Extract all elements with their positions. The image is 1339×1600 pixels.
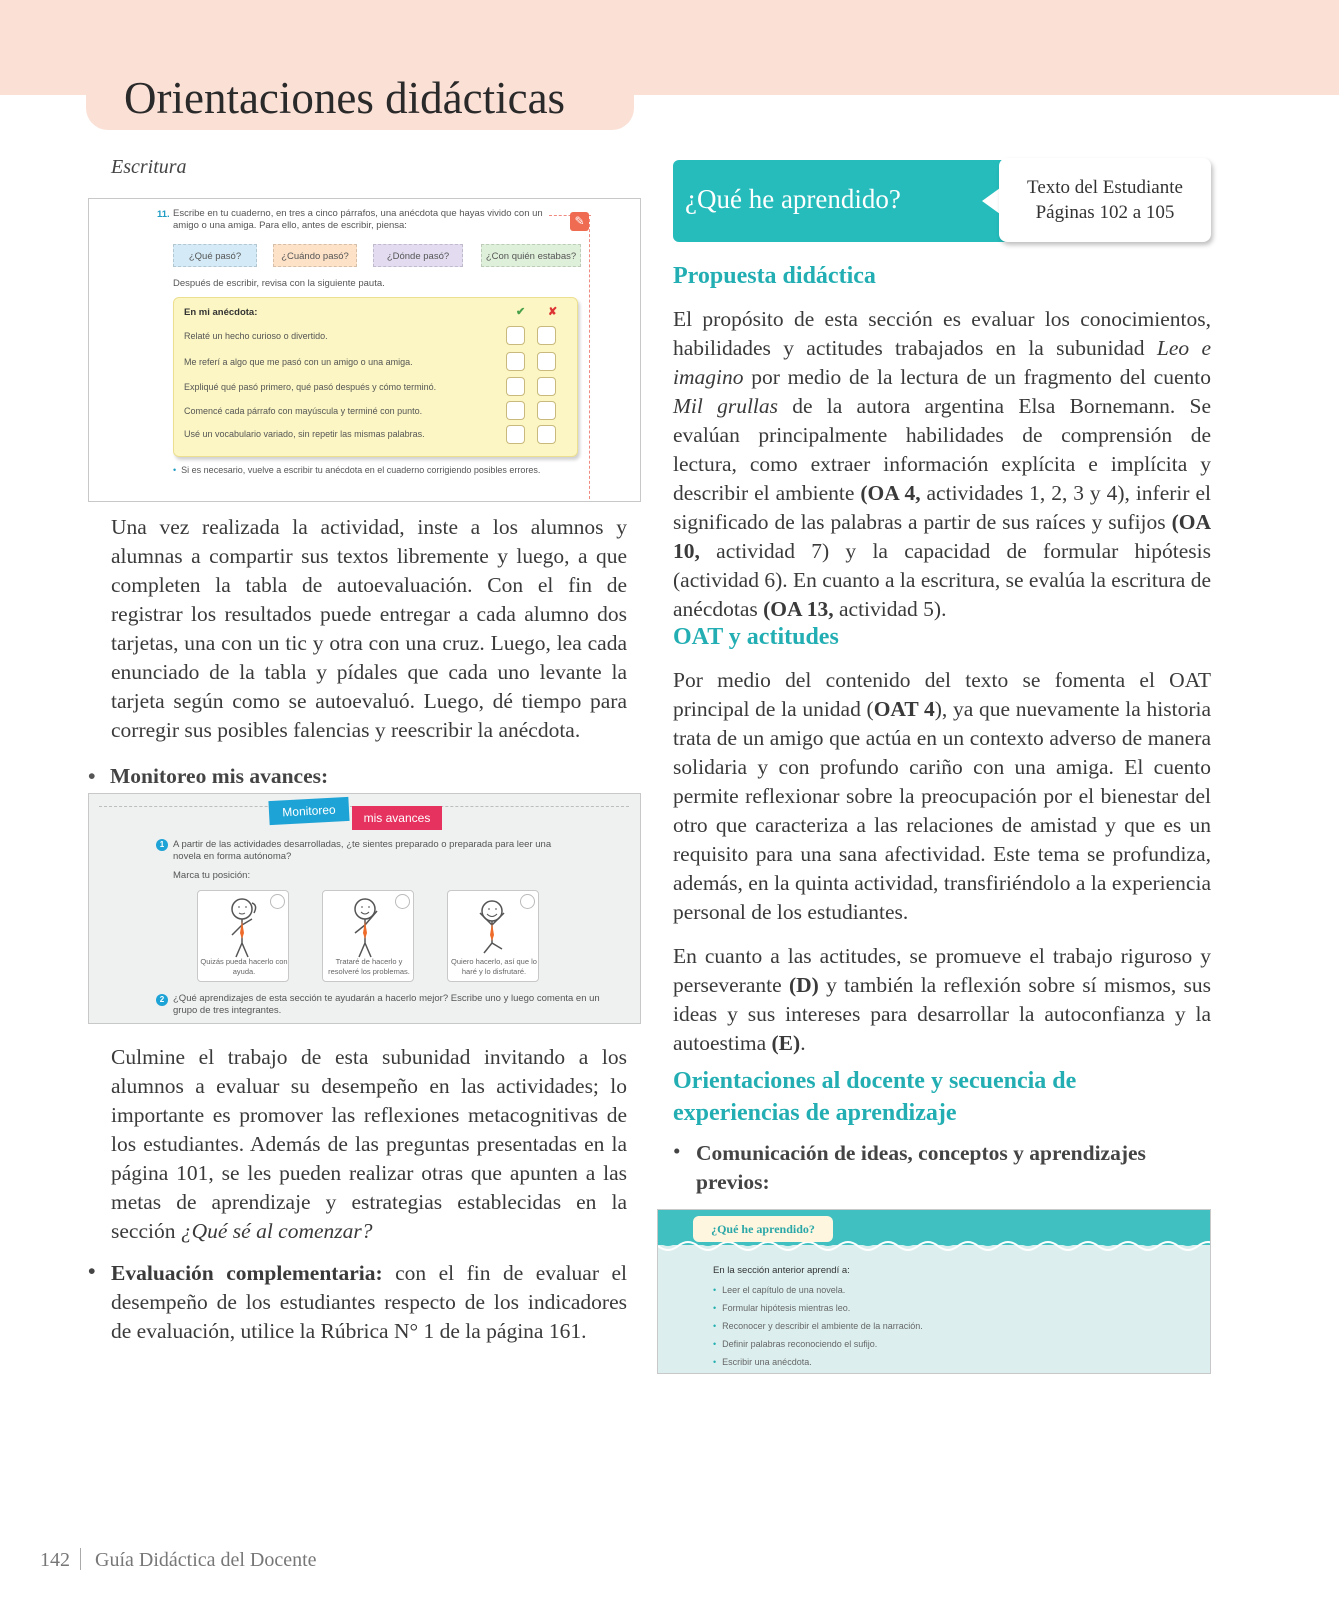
rewrite-note-text: Si es necesario, vuelve a escribir tu anécdota en el cuaderno corrigiendo posibles errores. <box>181 465 541 475</box>
paragraph-actitudes <box>673 942 1211 1058</box>
list-item-text: Definir palabras reconociendo el sufijo. <box>722 1339 878 1349</box>
list-item-text: Formular hipótesis mientras leo. <box>722 1303 851 1313</box>
footer-title: Guía Didáctica del Docente <box>95 1549 317 1571</box>
thumbnail-heading: En la sección anterior aprendí a: <box>713 1265 850 1276</box>
list-item <box>713 1303 850 1313</box>
checkbox-no <box>537 425 556 444</box>
checklist-item: Usé un vocabulario variado, sin repetir las mismas palabras. <box>184 429 425 439</box>
text-run: actividades 1, 2, 3 y 4), inferir el significado de las palabras a partir de sus raíces y sufijos <box>673 481 1211 534</box>
bullet-evaluacion-label: Evaluación complementaria: <box>111 1261 383 1285</box>
list-item <box>713 1357 812 1367</box>
section-reference: ¿Qué sé al comenzar? <box>180 1219 373 1243</box>
checklist-box <box>173 297 578 457</box>
bullet-comunicacion <box>673 1139 1211 1197</box>
bullet-dot-icon: • <box>713 1357 717 1367</box>
bold-reference: (OA 10, <box>673 510 1211 563</box>
text-run: ), ya que nuevamente la historia trata de un amigo que actúa en un contexto adverso de manera solidaria y con profundo cariño con una amiga. El cuento permite reflexionar sobre la preocupación por el bienestar del otro que caracteriza a las relaciones de amistad y que es un requisito para una sana afectividad. Este tema se profundiza, además, en la quinta actividad, transfiriéndolo a la experiencia personal de los estudiantes. <box>673 697 1212 924</box>
heading-orientaciones: Orientaciones al docente y secuencia de <box>673 1068 1077 1094</box>
list-item-text: Reconocer y describir el ambiente de la narración. <box>722 1321 923 1331</box>
checkbox-yes <box>506 401 525 420</box>
dashed-margin <box>589 219 590 502</box>
learned-thumbnail <box>657 1209 1211 1374</box>
reference-title: Texto del Estudiante <box>1027 177 1183 198</box>
bullet-dot-icon: • <box>673 1139 681 1163</box>
text-run: En cuanto a las actitudes, se promueve el trabajo riguroso y perseverante <box>673 944 1211 997</box>
section-banner <box>673 160 1013 242</box>
option-card <box>322 890 414 982</box>
text-run: por medio de la lectura de un fragmento del cuento <box>743 365 1211 389</box>
checkbox-yes <box>506 352 525 371</box>
text-run: actividad 7) y la capacidad de formular hipótesis (actividad 6). En cuanto a la escritura, se evalúa la escritura de anécdotas <box>673 539 1211 621</box>
bold-reference: (E) <box>771 1031 801 1055</box>
bullet-monitoreo <box>88 764 328 789</box>
list-item-text: Leer el capítulo de una novela. <box>722 1285 846 1295</box>
title-tab <box>86 40 634 130</box>
bullet-dot-icon: • <box>713 1303 717 1313</box>
bullet-dot-icon: • <box>713 1339 717 1349</box>
checkbox-no <box>537 401 556 420</box>
question-number: 1 <box>156 839 168 851</box>
bullet-evaluacion-text <box>111 1259 627 1346</box>
check-icon: ✔ <box>516 306 526 318</box>
mark-position: Marca tu posición: <box>173 870 251 881</box>
heading-oat: OAT y actitudes <box>673 624 839 650</box>
chip-quien: ¿Con quién estabas? <box>481 244 581 267</box>
monitor-tag: Monitoreo <box>268 797 349 825</box>
paragraph-culmine-text: Culmine el trabajo de esta subunidad invitando a los alumnos a evaluar su desempeño en las actividades; lo importante es promover las reflexiones metacognitivas de los estudiantes. Además de las preguntas presentadas en la página 101, se les pueden realizar otras que apunten a las metas de aprendizaje y estrategias establecidas en la sección <box>111 1045 627 1243</box>
section-banner-title: ¿Qué he aprendido? <box>685 184 901 214</box>
heading-propuesta: Propuesta didáctica <box>673 263 876 289</box>
question-number: 2 <box>156 994 168 1006</box>
checkbox-no <box>537 326 556 345</box>
chip-que: ¿Qué pasó? <box>173 244 257 267</box>
bullet-dot-icon: • <box>88 764 96 788</box>
text-run: actividad 5). <box>833 597 947 621</box>
paragraph-culmine <box>111 1043 627 1246</box>
chip-donde: ¿Dónde pasó? <box>373 244 463 267</box>
bullet-evaluacion <box>88 1259 627 1346</box>
text-run: y también la reflexión sobre sí mismos, sus ideas y sus intereses para desarrollar la autoconfianza y la autoestima <box>673 973 1212 1055</box>
text-run: Por medio del contenido del texto se fomenta el OAT principal de la unidad ( <box>673 668 1211 721</box>
text-run: El propósito de esta sección es evaluar los conocimientos, habilidades y actitudes trabajados en la subunidad <box>673 307 1211 360</box>
writing-activity-thumbnail <box>88 198 641 502</box>
italic-title: Mil grullas <box>673 394 779 418</box>
activity-prompt: Escribe en tu cuaderno, en tres a cinco párrafos, una anécdota que hayas vivido con un amigo o una amiga. Para ello, antes de escribir, piensa: <box>173 208 543 231</box>
bullet-dot-icon: • <box>713 1321 717 1331</box>
option-caption: Quiero hacerlo, así que lo haré y lo disfrutaré. <box>451 957 537 976</box>
text-run: . <box>800 1031 806 1055</box>
review-instruction: Después de escribir, revisa con la siguiente pauta. <box>173 278 385 289</box>
rewrite-note <box>173 464 543 476</box>
chip-cuando: ¿Cuándo pasó? <box>273 244 357 267</box>
option-card <box>447 890 539 982</box>
bold-reference: (D) <box>788 973 819 997</box>
list-item-text: Escribir una anécdota. <box>722 1357 812 1367</box>
checklist-item: Me referí a algo que me pasó con un amigo o una amiga. <box>184 357 413 367</box>
activity-number: 11. <box>157 209 170 220</box>
checkbox-no <box>537 377 556 396</box>
checkbox-yes <box>506 377 525 396</box>
checklist-item: Comencé cada párrafo con mayúscula y terminé con punto. <box>184 406 423 416</box>
section-label: Escritura <box>111 156 187 178</box>
bullet-comunicacion-label: Comunicación de ideas, conceptos y aprendizajes previos: <box>696 1141 1146 1194</box>
list-item <box>713 1339 877 1349</box>
page-number: 142 <box>40 1549 70 1571</box>
paragraph-oat <box>673 666 1211 927</box>
bold-reference: (OA 4, <box>860 481 921 505</box>
option-caption: Trataré de hacerlo y resolveré los problemas. <box>328 957 410 976</box>
checklist-item: Relaté un hecho curioso o divertido. <box>184 331 328 341</box>
student-text-reference <box>999 158 1211 242</box>
checkbox-yes <box>506 326 525 345</box>
checklist-title: En mi anécdota: <box>184 307 258 318</box>
bullet-dot-icon: • <box>173 465 177 475</box>
question-2: ¿Qué aprendizajes de esta sección te ayudarán a hacerlo mejor? Escribe uno y luego comenta en un grupo de tres integrantes. <box>173 993 600 1016</box>
text-run: de la autora argentina Elsa Bornemann. Se evalúan principalmente habilidades de comprensión de lectura, como extraer información explícita e implícita y describir el ambiente <box>673 394 1211 505</box>
question-1: A partir de las actividades desarrolladas, ¿te sientes preparado o preparada para leer una novela en forma autónoma? <box>173 839 552 862</box>
paragraph-proposito <box>673 305 1211 624</box>
progress-tag: mis avances <box>352 806 442 830</box>
page-title: Orientaciones didácticas <box>124 73 566 123</box>
bullet-dot-icon: • <box>88 1259 96 1283</box>
heading-orientaciones-2: experiencias de aprendizaje <box>673 1100 957 1126</box>
monitor-thumbnail <box>88 793 641 1024</box>
option-card <box>197 890 289 982</box>
checkbox-yes <box>506 425 525 444</box>
bold-reference: OAT 4 <box>873 697 935 721</box>
bullet-evaluacion-body: con el fin de evaluar el desempeño de los estudiantes respecto de los indicadores de evaluación, utilice la Rúbrica N° 1 de la página 161. <box>111 1261 627 1343</box>
page-footer <box>40 1548 317 1572</box>
list-item <box>713 1321 923 1331</box>
footer-divider <box>80 1548 81 1570</box>
checklist-item: Expliqué qué pasó primero, qué pasó después y cómo terminó. <box>184 382 437 392</box>
bold-reference: (OA 13, <box>763 597 834 621</box>
reference-pages: Páginas 102 a 105 <box>1035 202 1175 223</box>
checkbox-no <box>537 352 556 371</box>
option-caption: Quizás pueda hacerlo con ayuda. <box>200 957 288 976</box>
cross-icon: ✘ <box>548 306 558 318</box>
thumbnail-tab: ¿Qué he aprendido? <box>693 1216 833 1242</box>
banner-notch <box>982 188 1000 214</box>
bullet-monitoreo-label: Monitoreo mis avances: <box>110 764 329 788</box>
bullet-dot-icon: • <box>713 1285 717 1295</box>
list-item <box>713 1285 845 1295</box>
paragraph-activity: Una vez realizada la actividad, inste a los alumnos y alumnas a compartir sus textos libremente y luego, a que completen la tabla de autoevaluación. Con el fin de registrar los resultados puede entregar a cada alumno dos tarjetas, una con un tic y otra con una cruz. Luego, lea cada enunciado de la tabla y pídales que cada uno levante la tarjeta según como se autoevaluó. Luego, dé tiempo para corregir sus posibles falencias y reescribir la anécdota. <box>111 515 627 742</box>
pencil-icon: ✎ <box>570 212 589 231</box>
italic-title: Leo e imagino <box>673 336 1212 389</box>
